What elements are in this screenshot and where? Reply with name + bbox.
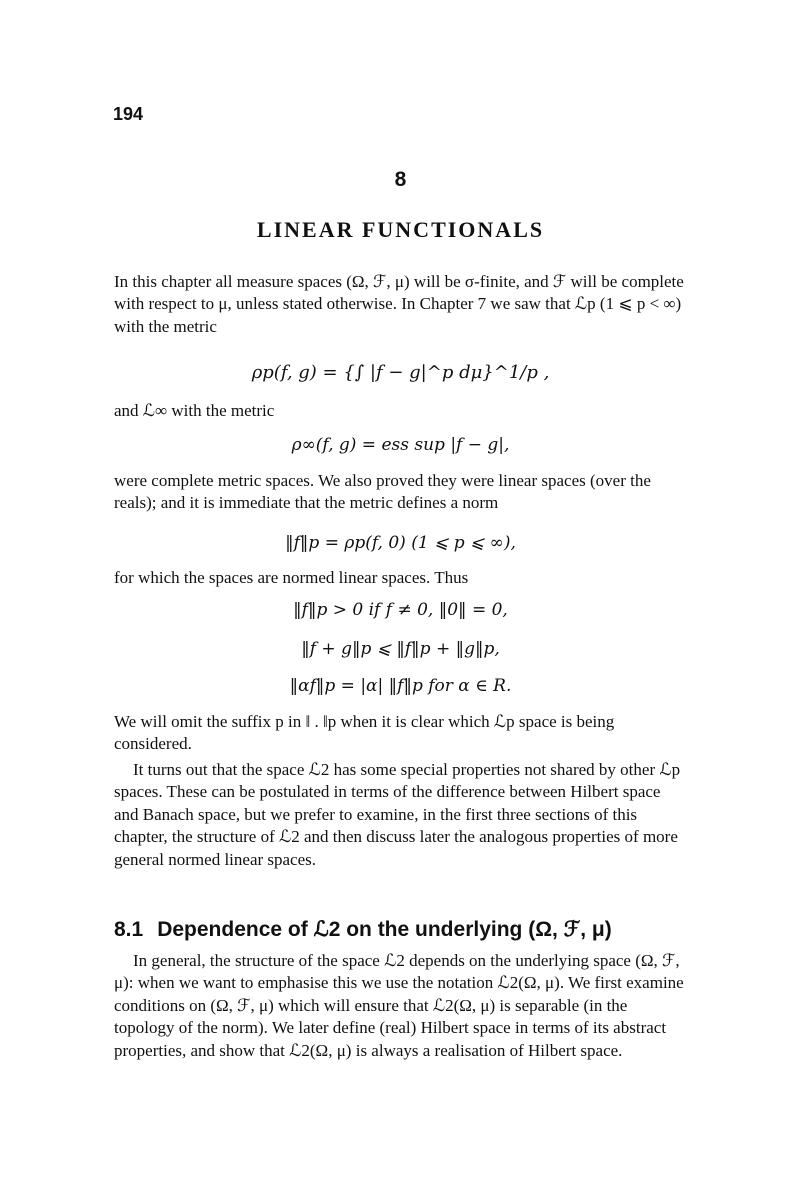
chapter-number: 8 [394,168,407,191]
paragraph-linf: and ℒ∞ with the metric [114,401,275,420]
equation-homogeneity: ‖αf‖p = |α| ‖f‖p for α ∈ R. [289,676,512,696]
equation-norm: ‖f‖p = ρp(f, 0) (1 ⩽ p ⩽ ∞), [285,533,516,553]
equation-lp-metric: ρp(f, g) = {∫ |f − g|^p dμ}^1/p , [251,362,550,383]
equation-triangle: ‖f + g‖p ⩽ ‖f‖p + ‖g‖p, [301,639,500,659]
chapter-title: LINEAR FUNCTIONALS [256,217,545,242]
paragraph-complete: were complete metric spaces. We also proved they were linear spaces (over the reals); and it is immediate that the metric defines a norm [114,471,651,513]
paragraph-normed: for which the spaces are normed linear spaces. Thus [114,568,469,587]
paragraph-section-body: In general, the structure of the space ℒ2 depends on the underlying space (Ω, ℱ, μ): when we want to emphasise this we use the notation ℒ2(Ω, μ). We first examine conditions on (Ω, ℱ, μ) which will ensure that ℒ2(Ω, μ) is separable (in the topology of the norm). We later define (real) Hilbert space in terms of its abstract properties, and show that ℒ2(Ω, μ) is always a realisation of Hilbert space. [114,951,684,1060]
section-title: Dependence of ℒ2 on the underlying (Ω, ℱ, μ) [157,918,612,941]
equation-linf-metric: ρ∞(f, g) = ess sup |f − g|, [291,435,510,455]
section-heading [114,917,612,942]
equation-positivity: ‖f‖p > 0 if f ≠ 0, ‖0‖ = 0, [293,600,508,620]
section-number: 8.1 [114,918,144,941]
paragraph-intro: In this chapter all measure spaces (Ω, ℱ, μ) will be σ-finite, and ℱ will be complete with respect to μ, unless stated otherwise. In Chapter 7 we saw that ℒp (1 ⩽ p < ∞) with the metric [114,272,684,336]
page-number: 194 [113,104,144,124]
paragraph-l2-special: It turns out that the space ℒ2 has some special properties not shared by other ℒp spaces. These can be postulated in terms of the difference between Hilbert space and Banach space, but we prefer to examine, in the first three sections of this chapter, the structure of ℒ2 and then discuss later the analogous properties of more general normed linear spaces. [114,760,681,869]
paragraph-suffix: We will omit the suffix p in ‖ . ‖p when it is clear which ℒp space is being considered. [114,712,615,754]
